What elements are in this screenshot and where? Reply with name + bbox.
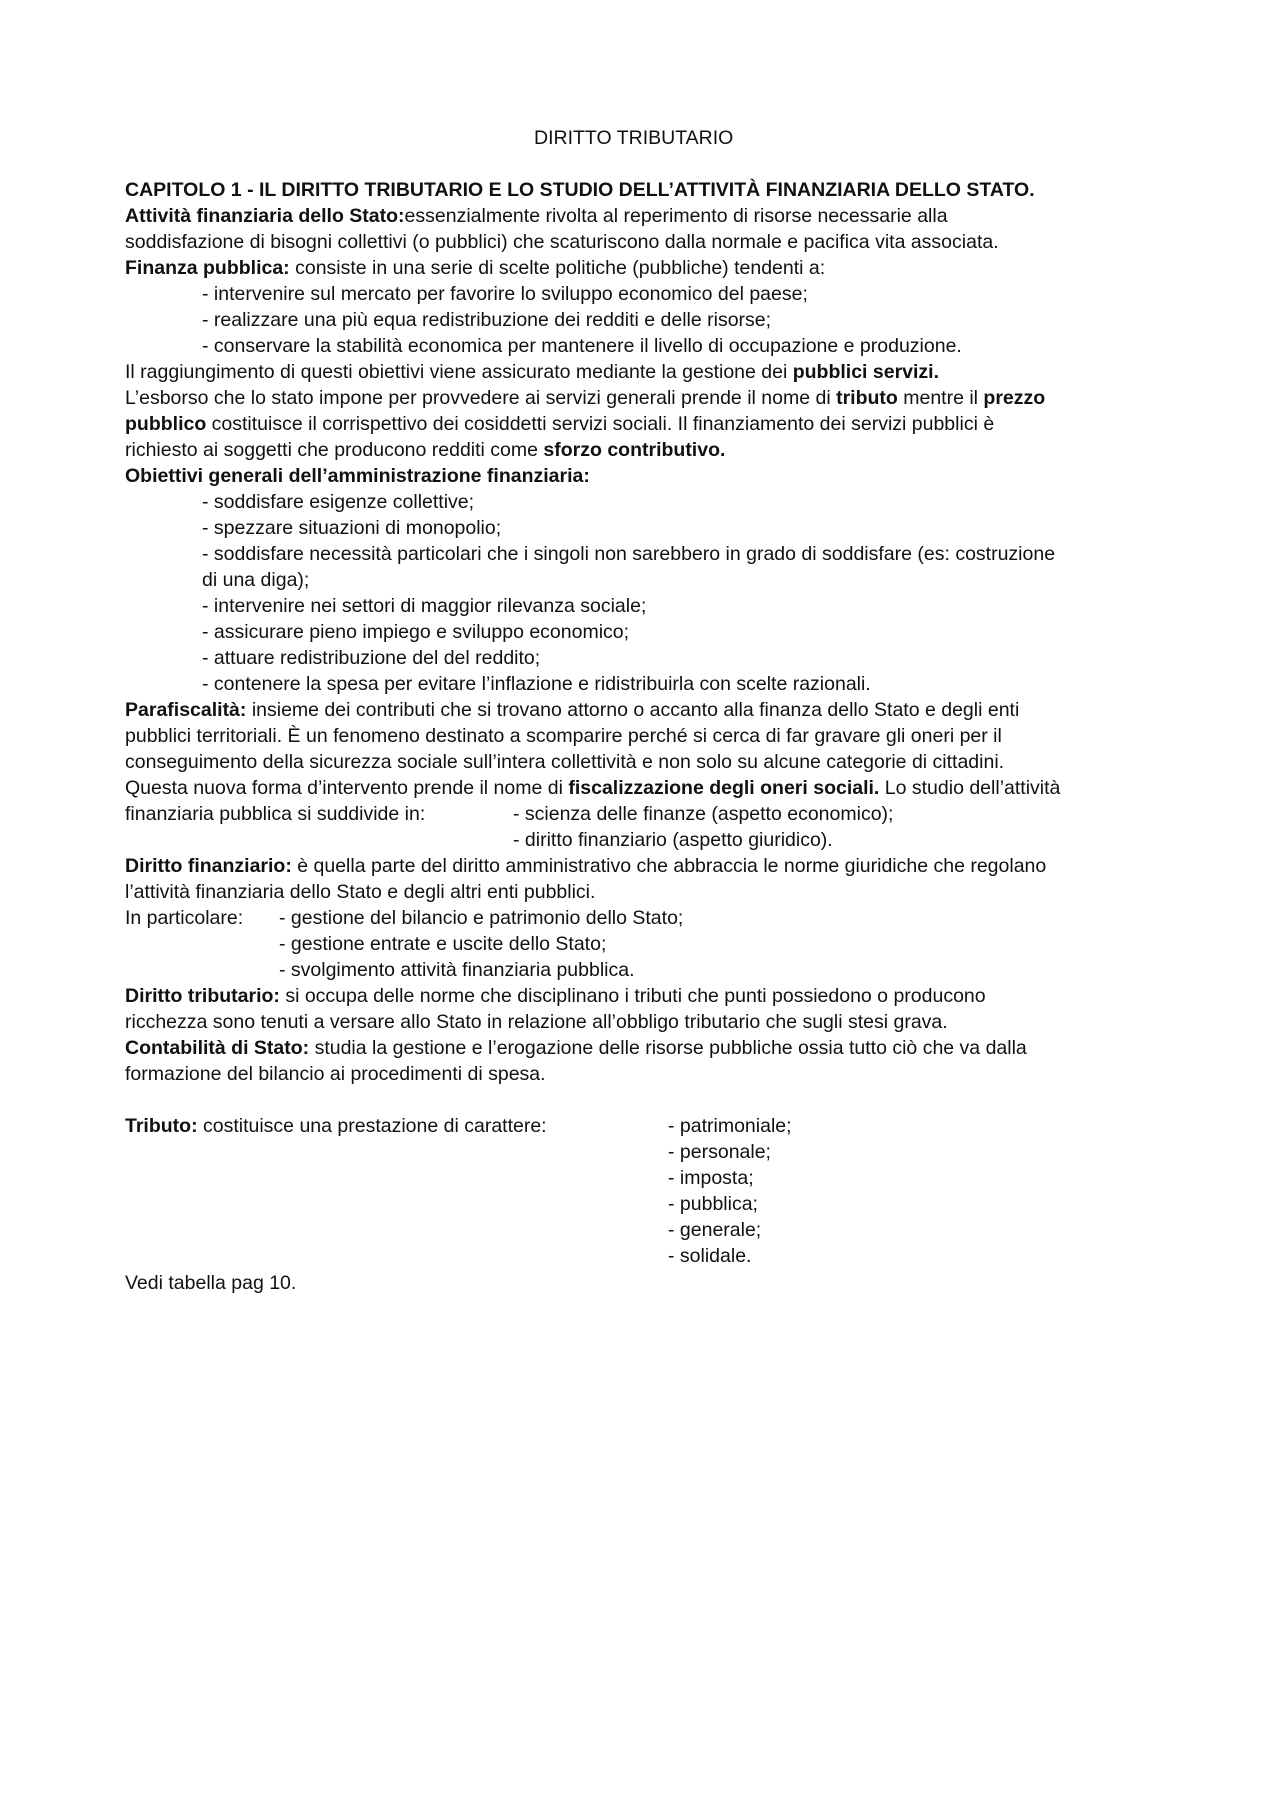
obiettivi-item: - assicurare pieno impiego e sviluppo economico; <box>202 621 630 643</box>
diritto-finanziario-line-1: Diritto finanziario: è quella parte del diritto amministrativo che abbraccia le norme giuridiche che regolano <box>125 855 1047 877</box>
obiettivi-heading: Obiettivi generali dell’amministrazione finanziaria: <box>125 465 590 487</box>
finanza-line: Finanza pubblica: consiste in una serie di scelte politiche (pubbliche) tendenti a: <box>125 257 826 279</box>
diritto-finanziario-item: - gestione del bilancio e patrimonio dello Stato; <box>279 907 684 929</box>
finanza-item: - conservare la stabilità economica per mantenere il livello di occupazione e produzione. <box>202 335 962 357</box>
tributo-line: Tributo: costituisce una prestazione di carattere: <box>125 1115 547 1137</box>
finanza-item: - intervenire sul mercato per favorire lo sviluppo economico del paese; <box>202 283 808 305</box>
diritto-finanziario-intro: In particolare: <box>125 907 244 929</box>
tributo-item: - patrimoniale; <box>668 1115 792 1137</box>
parafiscalita-line-3: conseguimento della sicurezza sociale sull’intera collettività e non solo su alcune categorie di cittadini. <box>125 751 1005 773</box>
tributo-item: - generale; <box>668 1219 762 1241</box>
parafiscalita-line-1: Parafiscalità: insieme dei contributi che si trovano attorno o accanto alla finanza dello Stato e degli enti <box>125 699 1020 721</box>
parafiscalita-item: - diritto finanziario (aspetto giuridico). <box>513 829 833 851</box>
chapter-heading: CAPITOLO 1 - IL DIRITTO TRIBUTARIO E LO STUDIO DELL’ATTIVITÀ FINANZIARIA DELLO STATO. <box>125 179 1035 201</box>
parafiscalita-line-4: Questa nuova forma d’intervento prende il nome di fiscalizzazione degli oneri sociali. Lo studio dell’attività <box>125 777 1061 799</box>
document-title: DIRITTO TRIBUTARIO <box>534 127 734 149</box>
esborso-line-2: pubblico costituisce il corrispettivo dei cosiddetti servizi sociali. Il finanziamento dei servizi pubblici è <box>125 413 995 435</box>
raggiungimento-line: Il raggiungimento di questi obiettivi viene assicurato mediante la gestione dei pubblici servizi. <box>125 361 940 383</box>
diritto-finanziario-item: - gestione entrate e uscite dello Stato; <box>279 933 607 955</box>
diritto-tributario-line-2: ricchezza sono tenuti a versare allo Stato in relazione all’obbligo tributario che sugli stesi grava. <box>125 1011 948 1033</box>
obiettivi-item: - spezzare situazioni di monopolio; <box>202 517 502 539</box>
diritto-finanziario-item: - svolgimento attività finanziaria pubblica. <box>279 959 635 981</box>
contabilita-line-1: Contabilità di Stato: studia la gestione e l’erogazione delle risorse pubbliche ossia tutto ciò che va dalla <box>125 1037 1027 1059</box>
finanza-label: Finanza pubblica: <box>125 257 290 279</box>
parafiscalita-line-2: pubblici territoriali. È un fenomeno destinato a scomparire perché si cerca di far gravare gli oneri per il <box>125 725 1002 747</box>
parafiscalita-line-5: finanziaria pubblica si suddivide in: <box>125 803 426 825</box>
tributo-item: - imposta; <box>668 1167 754 1189</box>
obiettivi-item: - soddisfare necessità particolari che i singoli non sarebbero in grado di soddisfare (es: costruzione <box>202 543 1056 565</box>
attivita-line-1: Attività finanziaria dello Stato:essenzialmente rivolta al reperimento di risorse necessarie alla <box>125 205 948 227</box>
contabilita-line-2: formazione del bilancio ai procedimenti di spesa. <box>125 1063 546 1085</box>
obiettivi-item: - intervenire nei settori di maggior rilevanza sociale; <box>202 595 647 617</box>
tributo-item: - pubblica; <box>668 1193 758 1215</box>
attivita-label: Attività finanziaria dello Stato: <box>125 205 405 227</box>
esborso-line-3: richiesto ai soggetti che producono redditi come sforzo contributivo. <box>125 439 726 461</box>
diritto-tributario-line-1: Diritto tributario: si occupa delle norme che disciplinano i tributi che punti possiedono o producono <box>125 985 986 1007</box>
esborso-line-1: L’esborso che lo stato impone per provvedere ai servizi generali prende il nome di tributo mentre il prezzo <box>125 387 1046 409</box>
obiettivi-item: - contenere la spesa per evitare l’inflazione e ridistribuirla con scelte razionali. <box>202 673 871 695</box>
diritto-finanziario-line-2: l’attività finanziaria dello Stato e degli altri enti pubblici. <box>125 881 596 903</box>
parafiscalita-item: - scienza delle finanze (aspetto economico); <box>513 803 894 825</box>
obiettivi-item: di una diga); <box>202 569 310 591</box>
obiettivi-item: - soddisfare esigenze collettive; <box>202 491 475 513</box>
obiettivi-item: - attuare redistribuzione del del reddito; <box>202 647 541 669</box>
attivita-line-2: soddisfazione di bisogni collettivi (o pubblici) che scaturiscono dalla normale e pacifica vita associata. <box>125 231 999 253</box>
finanza-item: - realizzare una più equa redistribuzione dei redditi e delle risorse; <box>202 309 772 331</box>
footer-note: Vedi tabella pag 10. <box>125 1272 297 1294</box>
tributo-item: - solidale. <box>668 1245 752 1267</box>
tributo-item: - personale; <box>668 1141 771 1163</box>
